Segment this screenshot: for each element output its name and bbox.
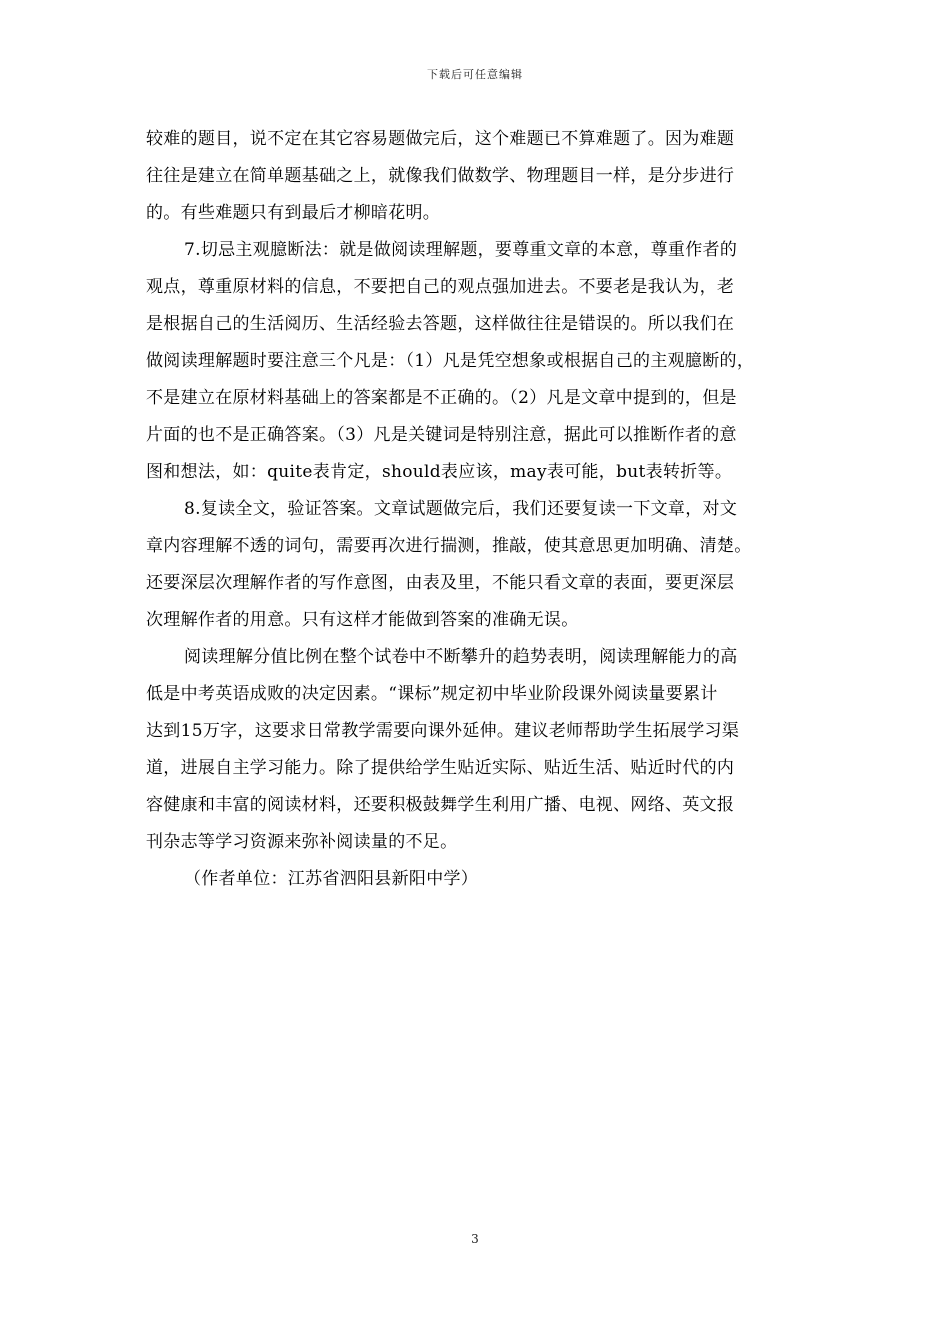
paragraph-first-line: 7.切忌主观臆断法：就是做阅读理解题，要尊重文章的本意，尊重作者的: [184, 240, 738, 260]
paragraph-first-line: 8.复读全文，验证答案。文章试题做完后，我们还要复读一下文章，对文: [184, 499, 738, 519]
text-line: 片面的也不是正确答案。（3）凡是关键词是特别注意，据此可以推断作者的意: [146, 425, 737, 445]
text-line: 图和想法，如：quite表肯定，should表应该，may表可能，but表转折等。: [146, 462, 733, 482]
text-line: 较难的题目，说不定在其它容易题做完后，这个难题已不算难题了。因为难题: [146, 129, 735, 149]
text-line: 做阅读理解题时要注意三个凡是：（1）凡是凭空想象或根据自己的主观臆断的，: [146, 351, 755, 371]
text-line: 容健康和丰富的阅读材料，还要积极鼓舞学生利用广播、电视、网络、英文报: [146, 795, 735, 815]
text-line: 章内容理解不透的词句，需要再次进行揣测，推敲，使其意思更加明确、清楚。: [146, 536, 752, 556]
text-line: 往往是建立在简单题基础之上，就像我们做数学、物理题目一样，是分步进行: [146, 166, 735, 186]
page-number: 3: [471, 1232, 479, 1246]
paragraph-first-line: 阅读理解分值比例在整个试卷中不断攀升的趋势表明，阅读理解能力的高: [184, 647, 738, 667]
text-line: 还要深层次理解作者的写作意图，由表及里，不能只看文章的表面，要更深层: [146, 573, 735, 593]
text-line: 道，进展自主学习能力。除了提供给学生贴近实际、贴近生活、贴近时代的内: [146, 758, 735, 778]
text-line: 达到15万字，这要求日常教学需要向课外延伸。建议老师帮助学生拓展学习渠: [146, 721, 740, 741]
text-line: 次理解作者的用意。只有这样才能做到答案的准确无误。: [146, 610, 579, 630]
body-text: [146, 121, 816, 898]
text-line: 是根据自己的生活阅历、生活经验去答题，这样做往往是错误的。所以我们在: [146, 314, 735, 334]
text-line: 低是中考英语成败的决定因素。“课标”规定初中毕业阶段课外阅读量要累计: [146, 684, 718, 704]
text-line: 的。有些难题只有到最后才柳暗花明。: [146, 203, 441, 223]
author-affiliation: （作者单位：江苏省泗阳县新阳中学）: [184, 869, 479, 889]
text-line: 刊杂志等学习资源来弥补阅读量的不足。: [146, 832, 458, 852]
text-line: 观点，尊重原材料的信息，不要把自己的观点强加进去。不要老是我认为，老: [146, 277, 735, 297]
page-header: 下载后可任意编辑: [427, 68, 523, 81]
text-line: 不是建立在原材料基础上的答案都是不正确的。（2）凡是文章中提到的，但是: [146, 388, 737, 408]
